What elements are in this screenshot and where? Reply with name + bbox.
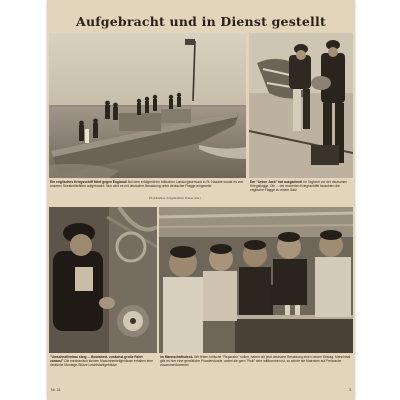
photo-sailors-with-flag bbox=[249, 33, 353, 178]
photo-crew-quarters bbox=[159, 207, 353, 353]
caption-flag-lead: Der "Union Jack" hat ausgedient! bbox=[250, 180, 303, 184]
page-number: 3 bbox=[349, 388, 351, 392]
crew-quarters-illustration bbox=[159, 207, 353, 353]
gunboat-illustration bbox=[49, 33, 246, 178]
caption-crew-quarters-body: Wir feiern kritische "Reparatur" sollen, haben wir jetzt deutsche Besatzung einen neuen Eintrag. Manchmal gibt es hier eine gemütliche Plauderstunde, wobei sie gern "Rolli" sehr willkommen ist, so würde sie Matrosen auf Freiwache zusammenkommen bbox=[160, 355, 351, 368]
photo-credit: PK-Aufnahme: Kriegsberichter Kramer (H.H.) bbox=[149, 197, 201, 200]
caption-engine-room bbox=[50, 355, 156, 377]
page-headline: Aufgebracht und in Dienst gestellt bbox=[76, 14, 326, 29]
engine-room-illustration bbox=[49, 207, 157, 353]
photo-engine-room bbox=[49, 207, 157, 353]
issue-label: Nr. 31 bbox=[51, 388, 61, 392]
sailors-flag-illustration bbox=[249, 33, 353, 178]
caption-gunboat bbox=[50, 180, 246, 198]
caption-flag bbox=[250, 180, 352, 202]
caption-crew-quarters-lead: Im Mannschaftsdeck. bbox=[160, 355, 194, 359]
magazine-page bbox=[47, 0, 355, 400]
photo-gunboat-at-sea bbox=[49, 33, 246, 178]
caption-engine-room-body: Die mechanisch kleinen Maschinenteilgehäuse erhalten eine deutsche Montage-Stütze Leichtstahlgehäuse bbox=[50, 359, 153, 368]
caption-gunboat-body: Bei dem erfolgreichen britischen Landungsversuch in St. Nazaire wurde es von unseren Seestreitkräften aufgebracht. Nun wird es mit deutscher Besatzung unter deutscher Flagge eingesetzt bbox=[50, 180, 244, 189]
caption-engine-room-lead: "Umschnellenbau steig ... Bootsbest. zunächst große Fahrt voraus!" bbox=[50, 355, 143, 364]
caption-gunboat-lead: Ein englisches Kriegsschiff fährt gegen England! bbox=[50, 180, 127, 184]
caption-flag-body: Im Tagfahrt vor der deutschen Kriegsflagge. Die ... der eroberten Kriegsschiffe tauschten die englische Flagge zu einem Satz bbox=[250, 180, 348, 193]
caption-crew-quarters bbox=[160, 355, 352, 377]
